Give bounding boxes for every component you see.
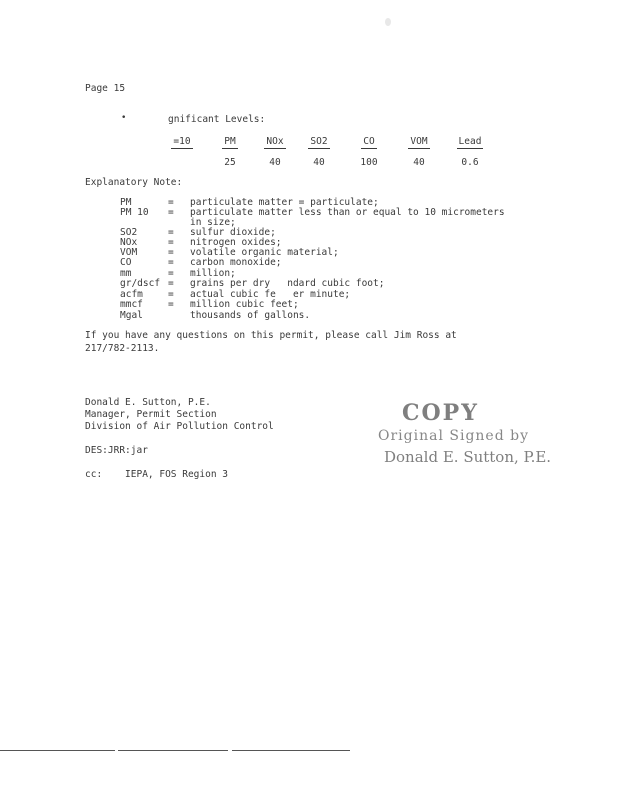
bullet-icon: • xyxy=(121,113,127,123)
abbr-definition: actual cubic fe er minute; xyxy=(190,289,351,300)
abbr-definition: in size; xyxy=(190,217,236,228)
abbr-term: acfm xyxy=(120,289,143,300)
abbr-definition: thousands of gallons. xyxy=(190,310,311,321)
sig-level-header: =10 xyxy=(173,136,191,147)
sig-level-value: 25 xyxy=(224,157,236,168)
equals-sign: = xyxy=(168,197,174,208)
sig-level-value: 0.6 xyxy=(461,157,479,168)
sig-level-value: 40 xyxy=(313,157,325,168)
page-number: Page 15 xyxy=(85,83,126,94)
equals-sign: = xyxy=(168,237,174,248)
significant-levels-title: gnificant Levels: xyxy=(168,114,266,125)
typist-initials: DES:JRR:jar xyxy=(85,445,148,456)
footer-rule xyxy=(0,750,115,751)
abbr-term: PM 10 xyxy=(120,207,149,218)
abbr-definition: nitrogen oxides; xyxy=(190,237,282,248)
footer-rule xyxy=(232,750,350,751)
equals-sign: = xyxy=(168,289,174,300)
equals-sign: = xyxy=(168,227,174,238)
abbr-definition: sulfur dioxide; xyxy=(190,227,276,238)
signatory-division: Division of Air Pollution Control xyxy=(85,421,274,432)
explanatory-note-label: Explanatory Note: xyxy=(85,177,183,188)
signatory-title: Manager, Permit Section xyxy=(85,409,217,420)
abbr-term: gr/dscf xyxy=(120,278,161,289)
abbr-term: mm xyxy=(120,268,132,279)
footer-rule xyxy=(118,750,228,751)
equals-sign: = xyxy=(168,299,174,310)
abbr-definition: volatile organic material; xyxy=(190,247,339,258)
phone-number: 217/782-2113. xyxy=(85,343,160,354)
stamp-signer-text: Donald E. Sutton, P.E. xyxy=(384,448,552,466)
copy-stamp xyxy=(372,398,552,478)
stamp-copy-text: COPY xyxy=(402,400,479,426)
sig-level-value: 100 xyxy=(360,157,378,168)
abbr-definition: particulate matter less than or equal to 10 micrometers xyxy=(190,207,505,218)
abbr-definition: million cubic feet; xyxy=(190,299,299,310)
abbr-term: Mgal xyxy=(120,310,143,321)
abbr-definition: grains per dry ndard cubic foot; xyxy=(190,278,385,289)
abbr-term: CO xyxy=(120,257,132,268)
equals-sign: = xyxy=(168,268,174,279)
equals-sign: = xyxy=(168,247,174,258)
questions-text: If you have any questions on this permit, please call Jim Ross at xyxy=(85,330,457,341)
equals-sign: = xyxy=(168,207,174,218)
abbr-term: NOx xyxy=(120,237,138,248)
abbr-term: SO2 xyxy=(120,227,138,238)
sig-level-header: CO xyxy=(363,136,375,147)
abbr-term: PM xyxy=(120,197,132,208)
sig-level-value: 40 xyxy=(269,157,281,168)
equals-sign: = xyxy=(168,278,174,289)
abbr-definition: million; xyxy=(190,268,236,279)
signatory-name: Donald E. Sutton, P.E. xyxy=(85,397,211,408)
abbr-definition: particulate matter = particulate; xyxy=(190,197,379,208)
equals-sign: = xyxy=(168,257,174,268)
abbr-term: VOM xyxy=(120,247,138,258)
sig-level-header: NOx xyxy=(266,136,284,147)
carbon-copy-line: cc: IEPA, FOS Region 3 xyxy=(85,469,228,480)
sig-level-header: PM xyxy=(224,136,236,147)
abbr-definition: carbon monoxide; xyxy=(190,257,282,268)
sig-level-header: SO2 xyxy=(310,136,328,147)
scan-speck xyxy=(385,18,391,26)
sig-level-header: VOM xyxy=(410,136,428,147)
abbr-term: mmcf xyxy=(120,299,143,310)
sig-level-value: 40 xyxy=(413,157,425,168)
sig-level-header: Lead xyxy=(458,136,482,147)
stamp-signed-text: Original Signed by xyxy=(378,428,529,444)
